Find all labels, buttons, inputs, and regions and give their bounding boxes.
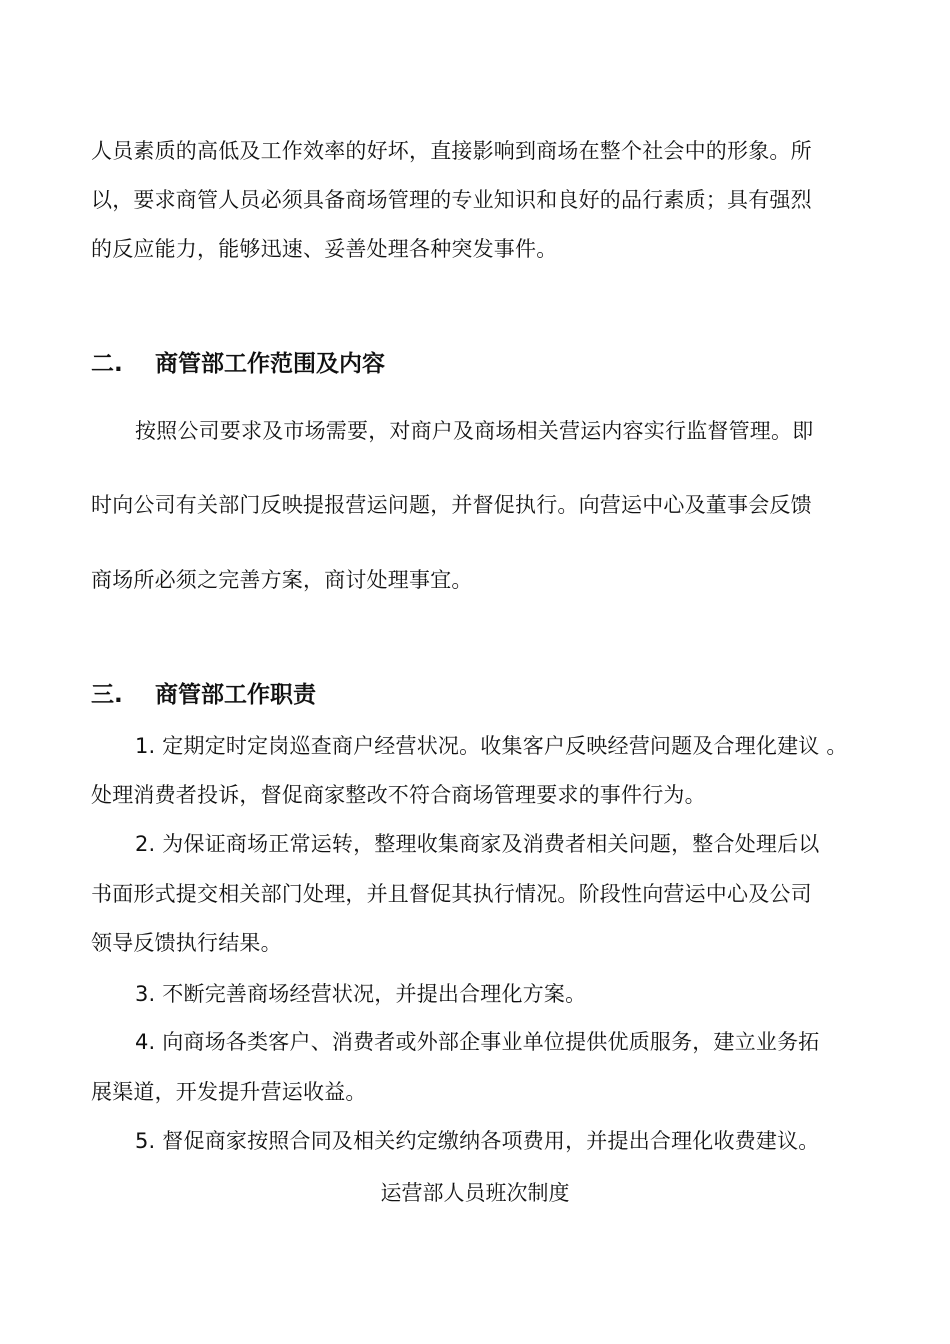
section-2-line-2: 时向公司有关部门反映提报营运问题，并督促执行。向营运中心及董事会反馈 [91, 493, 812, 517]
intro-line-2: 以，要求商管人员必须具备商场管理的专业知识和良好的品行素质；具有强烈 [91, 188, 812, 212]
duty-3-line-1: 3. 不断完善商场经营状况，并提出合理化方案。 [135, 982, 587, 1006]
duty-4-line-1: 4. 向商场各类客户、消费者或外部企事业单位提供优质服务，建立业务拓 [135, 1030, 820, 1054]
section-2-number: 二. [91, 351, 123, 377]
section-2-line-1: 按照公司要求及市场需要，对商户及商场相关营运内容实行监督管理。即 [135, 419, 814, 443]
duty-1-line-1: 1. 定期定时定岗巡查商户经营状况。收集客户反映经营问题及合理化建议 。 [135, 734, 848, 758]
next-section-title: 运营部人员班次制度 [380, 1181, 570, 1205]
duty-4-line-2: 展渠道，开发提升营运收益。 [91, 1080, 367, 1104]
section-2-heading [91, 348, 385, 380]
duty-2-line-1: 2. 为保证商场正常运转，整理收集商家及消费者相关问题，整合处理后以 [135, 832, 820, 856]
duty-5-line-1: 5. 督促商家按照合同及相关约定缴纳各项费用，并提出合理化收费建议。 [135, 1129, 820, 1153]
duty-1-line-2: 处理消费者投诉，督促商家整改不符合商场管理要求的事件行为。 [91, 783, 706, 807]
section-3-number: 三. [91, 682, 123, 708]
section-2-title: 商管部工作范围及内容 [155, 351, 385, 377]
intro-line-1: 人员素质的高低及工作效率的好坏，直接影响到商场在整个社会中的形象。所 [91, 139, 812, 163]
section-2-line-3: 商场所必须之完善方案，商讨处理事宜。 [91, 568, 473, 592]
intro-line-3: 的反应能力，能够迅速、妥善处理各种突发事件。 [91, 237, 558, 261]
section-3-title: 商管部工作职责 [155, 682, 316, 708]
section-3-heading [91, 679, 316, 711]
duty-2-line-3: 领导反馈执行结果。 [91, 931, 282, 955]
duty-2-line-2: 书面形式提交相关部门处理，并且督促其执行情况。阶段性向营运中心及公司 [91, 882, 812, 906]
